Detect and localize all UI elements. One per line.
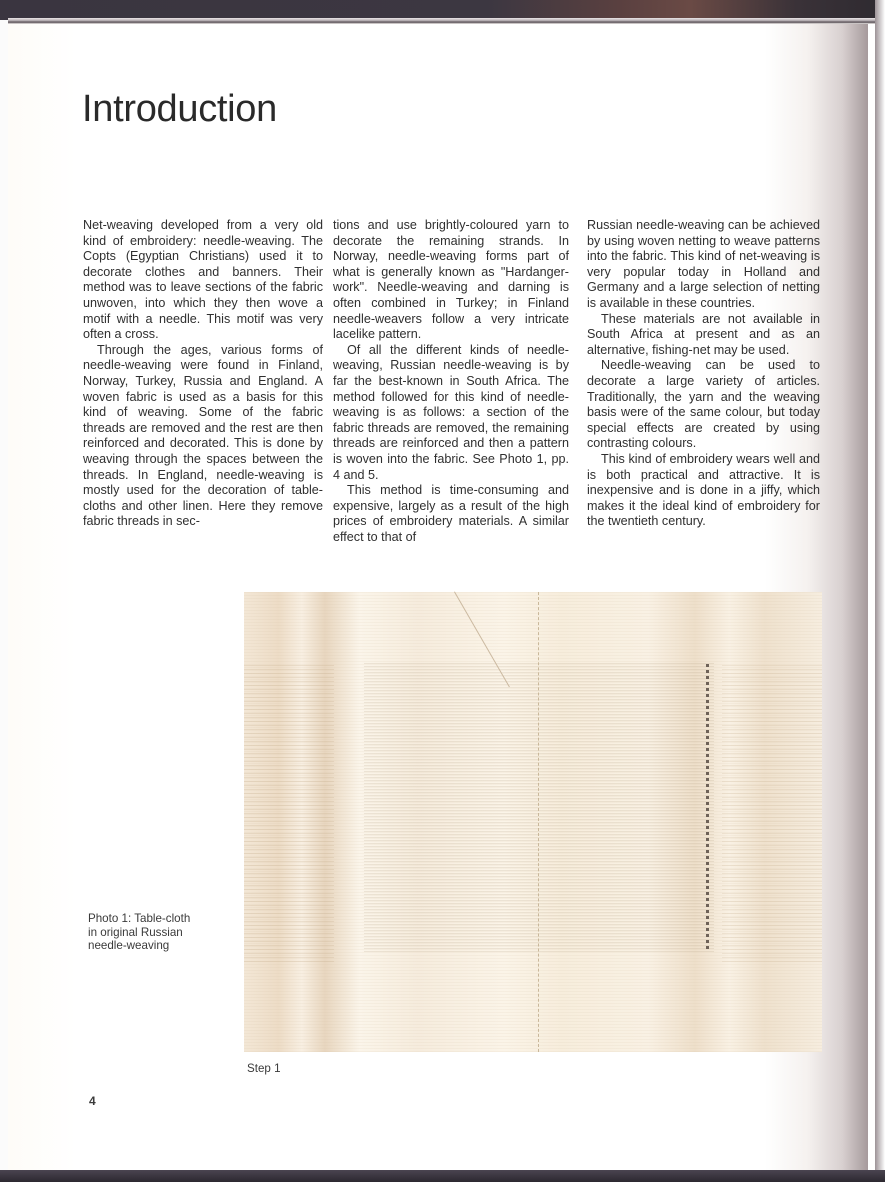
paragraph: Net-weaving developed from a very old kind of embroidery: needle-weaving. The Copts (Egyptian Christians) used it to decorate clothes and banners. Their method was to leave sections of the fabric unwoven, into which they then wove a motif with a needle. This motif was very often a cross.: [83, 218, 323, 342]
paragraph: Needle-weaving can be used to decorate a large variety of articles. Traditionally, the yarn and the weaving basis were of the same colour, but today special effects are created by using contrasting colours.: [587, 358, 820, 451]
fabric-right-fringe: [722, 662, 822, 962]
woven-panel: [364, 662, 714, 952]
scan-bottom-margin: [0, 1182, 885, 1200]
paragraph: Russian needle-weaving can be achieved by using woven netting to weave patterns into the fabric. This kind of net-weaving is very popular today in Holland and Germany and a large selection of netting is available in these countries.: [587, 218, 820, 310]
caption-line: Photo 1: Table-cloth: [88, 912, 191, 925]
stitched-edge: [706, 664, 709, 949]
paragraph: This kind of embroidery wears well and is both practical and attractive. It is inexpensive and is done in a jiffy, which makes it the ideal kind of embroidery for the twentieth century.: [587, 451, 820, 529]
paragraph: Of all the different kinds of needle-weaving, Russian needle-weaving is by far the best-known in South Africa. The method followed for this kind of needle-weaving is as follows: a section of the fabric threads are removed, the remaining threads are reinforced and then a pattern is woven into the fabric. See Photo 1, pp. 4 and 5.: [333, 342, 569, 482]
caption-line: needle-weaving: [88, 939, 170, 952]
scan-left-margin: [0, 20, 8, 1182]
tacking-line: [538, 592, 539, 1052]
text-column-2: [333, 218, 569, 545]
fabric-left-fringe: [244, 662, 334, 962]
scan-bottom-border: [0, 1170, 885, 1182]
paragraph: This method is time-consuming and expensive, largely as a result of the high prices of embroidery materials. A similar effect to that of: [333, 483, 569, 544]
page-title: Introduction: [82, 88, 277, 130]
paragraph: tions and use brightly-coloured yarn to decorate the remaining strands. In Norway, needle-weaving forms part of what is generally known as "Hardanger-work". Needle-weaving and darning is often combined in Turkey; in Finland needle-weavers follow a very intricate lacelike pattern.: [333, 218, 569, 342]
paragraph: Through the ages, various forms of needle-weaving were found in Finland, Norway, Turkey, Russia and England. A woven fabric is used as a basis for this kind of weaving. Some of the fabric threads are removed and the rest are then reinforced and decorated. This is done by weaving through the spaces between the threads. In England, needle-weaving is mostly used for the decoration of table-cloths and other linen. Here they remove fabric threads in sec-: [83, 342, 323, 529]
tablecloth-photo: [244, 592, 822, 1052]
paragraph: These materials are not available in South Africa at present and as an alternative, fishing-net may be used.: [587, 311, 820, 357]
scan-top-border: [0, 0, 885, 20]
photo-caption: [88, 912, 190, 953]
page-gutter-shadow: [875, 0, 885, 1182]
text-column-1: [83, 218, 323, 530]
text-column-3: [587, 218, 820, 530]
caption-line: in original Russian: [88, 925, 183, 939]
page-number: 4: [89, 1094, 96, 1108]
step-label: Step 1: [247, 1062, 281, 1075]
